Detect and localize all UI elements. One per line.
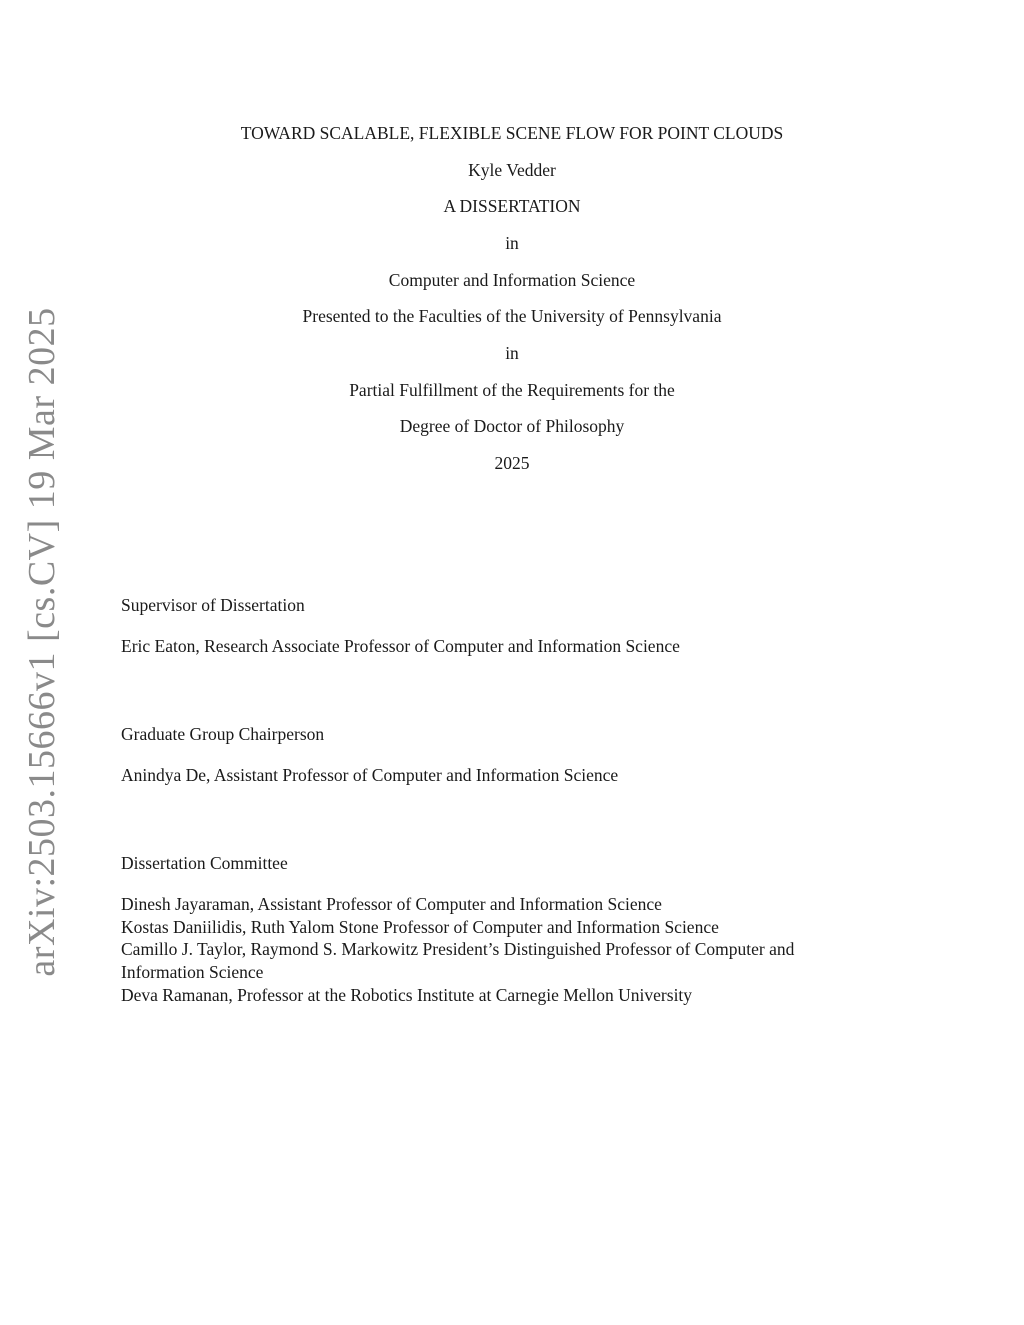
dissertation-title: TOWARD SCALABLE, FLEXIBLE SCENE FLOW FOR POINT CLOUDS: [240, 123, 784, 143]
committee-heading: Dissertation Committee: [121, 853, 288, 873]
presented-to: Presented to the Faculties of the University of Pennsylvania: [302, 306, 722, 326]
committee-member: Camillo J. Taylor, Raymond S. Markowitz President’s Distinguished Professor of Computer and: [121, 939, 795, 960]
fulfillment-statement: Partial Fulfillment of the Requirements for the: [349, 380, 675, 400]
chair-name: Anindya De, Assistant Professor of Computer and Information Science: [121, 765, 619, 785]
chair-heading: Graduate Group Chairperson: [121, 724, 325, 744]
supervisor-name: Eric Eaton, Research Associate Professor of Computer and Information Science: [121, 636, 680, 656]
committee-member: Information Science: [121, 962, 264, 983]
committee-member: Dinesh Jayaraman, Assistant Professor of Computer and Information Science: [121, 894, 662, 914]
author-name: Kyle Vedder: [468, 160, 556, 180]
committee-member: Kostas Daniilidis, Ruth Yalom Stone Professor of Computer and Information Science: [121, 916, 719, 937]
supervisor-heading: Supervisor of Dissertation: [121, 595, 305, 615]
in-text-1: in: [505, 233, 519, 253]
field-of-study: Computer and Information Science: [388, 270, 636, 290]
committee-list: [121, 893, 794, 1007]
committee-member: Deva Ramanan, Professor at the Robotics Institute at Carnegie Mellon University: [121, 984, 693, 1005]
arxiv-watermark: arXiv:2503.15666v1 [cs.CV] 19 Mar 2025: [21, 307, 63, 977]
document-type: A DISSERTATION: [443, 196, 581, 216]
year: 2025: [494, 453, 530, 473]
degree-name: Degree of Doctor of Philosophy: [399, 416, 625, 436]
in-text-2: in: [505, 343, 519, 363]
